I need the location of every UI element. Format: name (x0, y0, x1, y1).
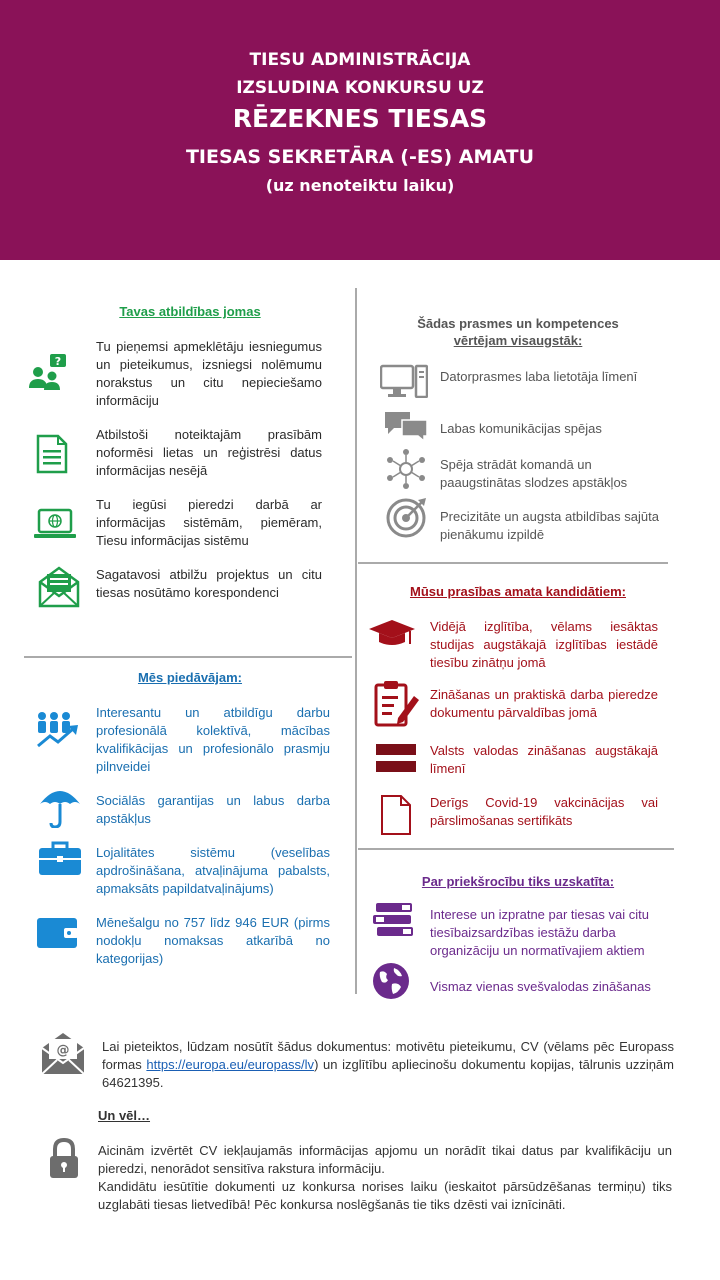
header-line-1: TIESU ADMINISTRĀCIJA (249, 50, 471, 70)
right-divider-2 (358, 848, 674, 850)
team-network-icon (386, 448, 426, 490)
header-line-5: (uz nenoteiktu laiku) (265, 176, 455, 195)
document-icon (36, 434, 68, 474)
header-line-3: RĒZEKNES TIESAS (232, 104, 488, 133)
email-envelope-icon (40, 1030, 86, 1076)
responsibility-text-1: Tu pieņemsi apmeklētāju iesniegumus un pieteikumus, izsniegsi nolēmumu norakstus un citu nepieciešamo informāciju (96, 339, 322, 408)
offer-text-1: Interesantu un atbildīgu darbu profesionālā kolektīvā, mācības kvalifikācijas un profesionālo prasmju pilnveidei (96, 705, 330, 774)
also-paragraph-1: Aicinām izvērtēt CV iekļaujamās informācijas apjomu un norādīt tikai datus par kvalifikāciju un pieredzi, nenorādot sensitīva rakstura informāciju. (98, 1143, 672, 1176)
people-question-icon (28, 352, 68, 392)
wallet-icon (36, 916, 78, 950)
skill-text-4: Precizitāte un augsta atbildības sajūta pienākumu izpildē (440, 509, 659, 542)
offer-text-3: Lojalitātes sistēmu (veselības apdrošināšana, atvaļinājuma pabalsts, apmaksāts papildatvaļinājums) (96, 845, 330, 896)
responsibility-text-2: Atbilstoši noteiktajām prasībām noformēsi lietas un reģistrēsi datus informācijas nesējā (96, 427, 322, 478)
skill-text-2: Labas komunikācijas spējas (440, 421, 602, 436)
also-title: Un vēl… (98, 1108, 151, 1123)
europass-link[interactable]: https://europa.eu/europass/lv (146, 1057, 315, 1072)
header-line-2: IZSLUDINA KONKURSU UZ (236, 78, 484, 98)
certificate-page-icon (380, 794, 412, 836)
flag-icon (376, 744, 416, 772)
offer-text-2: Sociālās garantijas un labus darba apstākļus (96, 793, 330, 826)
responsibility-text-3: Tu iegūsi pieredzi darbā ar informācijas sistēmām, piemēram, Tiesu informācijas sistēmu (96, 497, 322, 548)
globe-icon (372, 962, 410, 1000)
books-icon (372, 902, 416, 942)
apply-text-before: Lai pieteiktos, lūdzam nosūtīt šādus dokumentus: motivētu pieteikumu, CV (vēlams pēc Europass formas (102, 1039, 674, 1072)
left-divider (24, 656, 352, 658)
umbrella-icon (38, 784, 82, 828)
requirement-text-1: Vidējā izglītība, vēlams iesāktas studijas augstākajā izglītības iestādē tiesību zinātņu jomā (430, 619, 658, 670)
header-line-4: TIESAS SEKRETĀRA (-ES) AMATU (185, 146, 535, 168)
advantage-title: Par priekšrocību tiks uzskatīta: (421, 874, 615, 889)
requirement-text-2: Zināšanas un praktiskā darba pieredze dokumentu pārvaldības jomā (430, 687, 658, 720)
briefcase-icon (38, 840, 82, 876)
computer-icon (380, 364, 428, 398)
center-divider (355, 288, 357, 994)
advantage-text-2: Vismaz vienas svešvalodas zināšanas (430, 979, 651, 994)
mail-letter-icon (38, 564, 80, 608)
offer-text-4: Mēnešalgu no 757 līdz 946 EUR (pirms nodokļu nomaksas atkarībā no kategorijas) (96, 915, 330, 966)
laptop-globe-icon (32, 508, 78, 542)
offer-title: Mēs piedāvājam: (137, 670, 243, 685)
apply-text-after: ) un izglītību apliecinošu dokumentu kopijas, tālrunis uzziņām 64621395. (102, 1057, 674, 1090)
apply-paragraph (102, 1038, 674, 1092)
skill-text-3: Spēja strādāt komandā un paaugstinātas slodzes apstākļos (440, 457, 628, 490)
requirements-title: Mūsu prasības amata kandidātiem: (409, 584, 626, 599)
skill-text-1: Datorprasmes laba lietotāja līmenī (440, 369, 638, 384)
lock-icon (48, 1138, 80, 1180)
also-paragraph-2: Kandidātu iesūtītie dokumenti uz konkursa norises laiku (ieskaitot pārsūdzēšanas termiņu) tiks uzglabāti tiesas lietvedībā! Pēc konkursa noslēgšanās tie tiks dzēsti vai iznīcināti. (98, 1179, 672, 1212)
speech-bubbles-icon (384, 410, 428, 442)
skills-title-line-1: Šādas prasmes un kompetences (417, 316, 619, 331)
skills-title-line-2: vērtējam visaugstāk: (453, 333, 583, 348)
responsibility-text-4: Sagatavosi atbilžu projektus un citu tiesas nosūtāmo korespondenci (96, 567, 322, 600)
clipboard-pen-icon (374, 680, 420, 728)
target-icon (386, 496, 428, 538)
header-banner (0, 0, 720, 260)
svg-text:?: ? (54, 355, 62, 368)
requirement-text-3: Valsts valodas zināšanas augstākajā līmenī (430, 743, 658, 776)
graduation-cap-icon (368, 618, 416, 648)
svg-text:@: @ (56, 1043, 70, 1058)
right-divider-1 (358, 562, 668, 564)
advantage-text-1: Interese un izpratne par tiesas vai citu tiesībaizsardzības iestāžu darba organizāciju un normatīvajiem aktiem (430, 907, 649, 958)
responsibilities-title: Tavas atbildības jomas (119, 304, 261, 319)
growth-people-icon (34, 710, 82, 750)
requirement-text-4: Derīgs Covid-19 vakcinācijas vai pārslimošanas sertifikāts (430, 795, 658, 828)
